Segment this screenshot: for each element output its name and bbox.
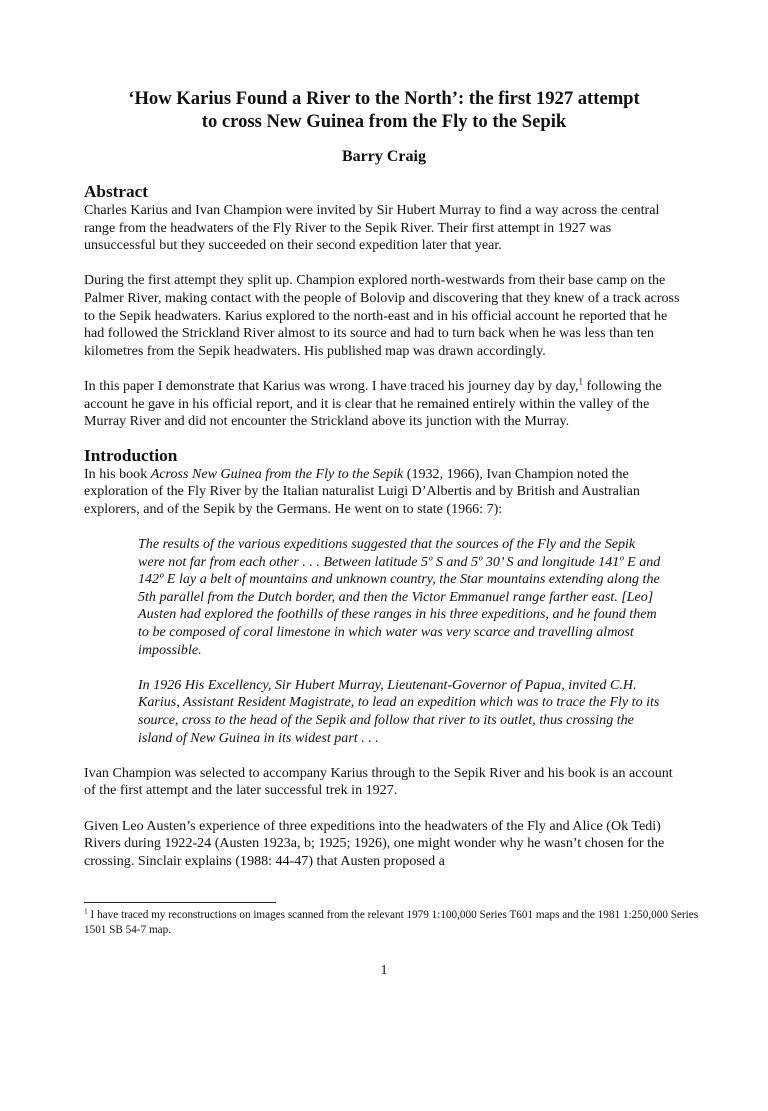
abstract-paragraph-3-text-cont: following the account he gave in his official report, and it is clear that he remained entirely within the valley of the Murray River and did not encounter the Strickland above its junction with the Murray. [84,377,662,430]
abstract-heading: Abstract [84,182,148,201]
footnote [84,908,704,939]
abstract-paragraph-2: During the first attempt they split up. Champion explored north-westwards from their base camp on the Palmer River, making contact with the people of Bolovip and discovering that they knew of a track across to the Sepik headwaters. Karius explored to the north-east and in his official account he reported that he had followed the Strickland River almost to its source and had to turn back when he was less than ten kilometres from the Sepik headwaters. His published map was drawn accordingly. [84,272,680,359]
footnote-mark: 1 [84,906,88,916]
footnote-divider [84,902,276,903]
paper-title [84,87,684,133]
quote-paragraph-1: The results of the various expeditions suggested that the sources of the Fly and the Sepik were not far from each other . . . Between latitude 5º S and 5º 30’ S and longitude 141º E and 142º E lay a belt of mountains and unknown country, the Star mountains extending along the 5th parallel from the Dutch border, and then the Victor Emmanuel range farther east. [Leo] Austen had explored the foothills of these ranges in his three expeditions, and he found them to be composed of coral limestone in which water was very scarce and travelling almost impossible. [138,536,661,658]
title-line-2: to cross New Guinea from the Fly to the Sepik [201,111,567,132]
introduction-paragraph-2: Ivan Champion was selected to accompany Karius through to the Sepik River and his book is an account of the first attempt and the later successful trek in 1927. [84,764,673,799]
abstract-paragraph-1: Charles Karius and Ivan Champion were invited by Sir Hubert Murray to find a way across the central range from the headwaters of the Fly River to the Sepik River. Their first attempt in 1927 was unsuccessful but they succeeded on their second expedition later that year. [84,202,660,254]
book-title: Across New Guinea from the Fly to the Sepik [150,465,404,482]
page-number: 1 [380,963,388,978]
block-quote [138,536,684,747]
abstract-paragraph-3 [84,378,684,431]
introduction-heading: Introduction [84,445,178,465]
title-line-1: ‘How Karius Found a River to the North’: the first 1927 attempt [128,88,640,109]
abstract-paragraph-3-text: In this paper I demonstrate that Karius was wrong. I have traced his journey day by day, [84,377,579,394]
introduction-paragraph-1 [84,466,684,519]
intro-text-a: In his book [84,465,151,482]
footnote-ref[interactable]: 1 [578,376,583,387]
footnote-text: I have traced my reconstructions on images scanned from the relevant 1979 1:100,000 Series T601 maps and the 1981 1:250,000 Series 1501 SB 54-7 map. [84,909,699,937]
quote-paragraph-2: In 1926 His Excellency, Sir Hubert Murray, Lieutenant-Governor of Papua, invited C.H. Karius, Assistant Resident Magistrate, to lead an expedition which was to trace the Fly to its source, cross to the head of the Sepik and follow that river to its outlet, thus crossing the island of New Guinea in its widest part . . . [138,676,660,746]
document-page [0,87,768,1111]
introduction-paragraph-3: Given Leo Austen’s experience of three expeditions into the headwaters of the Fly and Alice (Ok Tedi) Rivers during 1922-24 (Austen 1923a, b; 1925; 1926), one might wonder why he wasn’t chosen for the crossing. Sinclair explains (1988: 44-47) that Austen proposed a [84,817,665,869]
intro-text-b: (1932, 1966), Ivan Champion noted the exploration of the Fly River by the Italian naturalist Luigi D’Albertis and by British and Australian explorers, and of the Sepik by the Germans. He went on to state (1966: 7): [84,465,640,517]
author-name: Barry Craig [342,148,426,165]
